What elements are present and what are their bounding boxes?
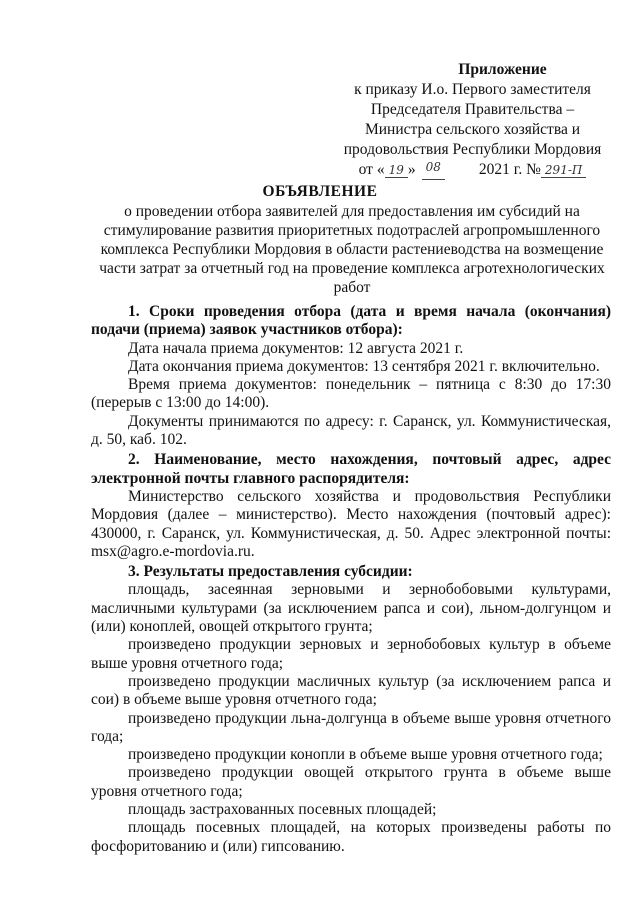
section-3-item: произведено продукции масличных культур (за исключением рапса и сои) в объеме выше уровня отчетного года; (91, 672, 611, 709)
section-3-item: площадь посевных площадей, на которых произведены работы по фосфоритованию и (или) гипсованию. (91, 819, 611, 855)
section-3-item: произведено продукции овощей открытого грунта в объеме выше уровня отчетного года; (91, 764, 611, 800)
document-title: ОБЪЯВЛЕНИЕ (262, 183, 378, 200)
document-body (91, 303, 611, 856)
handwritten-month: 08 (422, 160, 445, 180)
section-3-item: площадь, засеянная зерновыми и зернобобовыми культурами, масличными культурами (за исключением рапса и сои), льном-долгунцом и (или) коноплей, овощей открытого грунта; (91, 581, 611, 636)
document-preamble: о проведении отбора заявителей для предоставления им субсидий на стимулирование развития приоритетных подотраслей агропромышленного комплекса Республики Мордовия в области растениеводства на возмещение части затрат за отчетный год на проведение комплекса агротехнологических работ (99, 203, 605, 296)
section-3-item: произведено продукции зерновых и зернобобовых культур в объеме выше уровня отчетного года; (91, 636, 611, 672)
section-3-item: площадь застрахованных посевных площадей; (128, 801, 437, 819)
section-1-paragraph: Документы принимаются по адресу: г. Саранск, ул. Коммунистическая, д. 50, каб. 102. (91, 412, 611, 449)
appendix-header (330, 60, 615, 180)
section-3-item: произведено продукции конопли в объеме выше уровня отчетного года; (128, 746, 603, 764)
appendix-label: Приложение (458, 61, 547, 78)
order-year: 2021 г. № (478, 161, 541, 178)
section-3-item: произведено продукции льна-долгунца в объеме выше уровня отчетного года; (91, 709, 611, 745)
handwritten-day: 19 (385, 163, 408, 178)
section-1-paragraph: Дата начала приема документов: 12 августа 2021 г. (128, 339, 464, 357)
appendix-line: продовольствия Республики Мордовия (343, 141, 602, 158)
appendix-line: Министра сельского хозяйства и (364, 121, 580, 138)
section-1-heading: 1. Сроки проведения отбора (дата и время начала (окончания) подачи (приема) заявок участников отбора): (91, 303, 611, 339)
order-date-line (330, 160, 615, 180)
section-1-paragraph: Время приема документов: понедельник – пятница с 8:30 до 17:30 (перерыв с 13:00 до 14:00). (91, 376, 611, 412)
handwritten-number: 291-П (541, 163, 586, 178)
section-3-heading: 3. Результаты предоставления субсидии: (128, 563, 413, 581)
section-1-paragraph: Дата окончания приема документов: 13 сентября 2021 г. включительно. (128, 357, 600, 375)
appendix-line: к приказу И.о. Первого заместителя (354, 81, 591, 98)
date-prefix: от « (358, 161, 385, 178)
appendix-line: Председателя Правительства – (370, 101, 575, 118)
section-2-heading: 2. Наименование, место нахождения, почтовый адрес, адрес электронной почты главного распорядителя: (91, 451, 611, 487)
section-2-paragraph: Министерство сельского хозяйства и продовольствия Республики Мордовия (далее – министерство). Место нахождения (почтовый адрес): 430000, г. Саранск, ул. Коммунистическая, д. 50. Адрес электронной почты: msx@agro.e-mordovia.ru. (91, 487, 611, 560)
date-mid: » (407, 161, 416, 178)
